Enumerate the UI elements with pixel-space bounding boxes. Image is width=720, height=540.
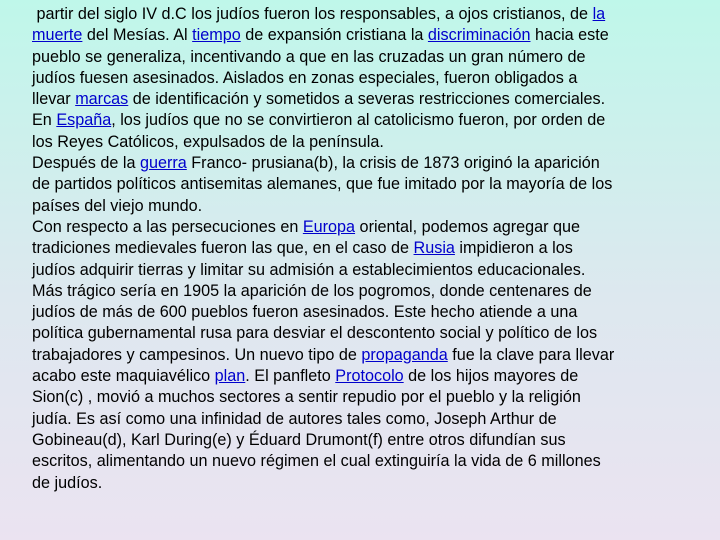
text-line (32, 302, 692, 323)
text-segment: tradiciones medievales fueron las que, en el caso de (32, 239, 414, 258)
text-line (32, 281, 692, 302)
hyperlink[interactable]: Protocolo (335, 367, 404, 386)
text-line (32, 174, 692, 195)
text-line (32, 196, 692, 217)
hyperlink[interactable]: la (592, 5, 606, 23)
text-line (32, 217, 692, 238)
text-segment: Sion(c) , movió a muchos sectores a sentir repudio por el pueblo y la religión (32, 388, 581, 407)
hyperlink[interactable]: plan (214, 367, 246, 386)
text-line (32, 68, 692, 89)
text-line (32, 132, 692, 153)
text-line (32, 387, 692, 408)
text-segment: de identificación y sometidos a severas restricciones comerciales. (128, 90, 606, 109)
text-line (32, 323, 692, 344)
text-segment: política gubernamental rusa para desviar el descontento social y político de los (32, 324, 598, 343)
text-segment: judía. Es así como una infinidad de autores tales como, Joseph Arthur de (32, 409, 557, 428)
text-segment: de judíos. (32, 473, 103, 492)
text-line (32, 4, 692, 25)
text-line (32, 260, 692, 281)
text-segment: Después de la (32, 154, 140, 173)
text-line (32, 430, 692, 451)
text-segment: Gobineau(d), Karl During(e) y Éduard Drumont(f) entre otros difundían sus (32, 430, 566, 449)
text-segment: pueblo se generaliza, incentivando a que en las cruzadas un gran número de (32, 47, 586, 66)
hyperlink[interactable]: España (56, 111, 112, 130)
text-segment: Más trágico sería en 1905 la aparición de los pogromos, donde centenares de (32, 281, 592, 300)
text-segment: hacia este (530, 26, 609, 45)
text-line (32, 451, 692, 472)
hyperlink[interactable]: guerra (140, 154, 187, 173)
text-segment: impidieron a los (454, 239, 573, 258)
hyperlink[interactable]: discriminación (427, 26, 531, 45)
text-segment: llevar (32, 90, 76, 109)
body-text (32, 4, 692, 494)
text-segment: judíos fuesen asesinados. Aislados en zonas especiales, fueron obligados a (32, 68, 578, 87)
text-line (32, 110, 692, 131)
text-segment: judíos de más de 600 pueblos fueron asesinados. Este hecho atiende a una (32, 303, 578, 322)
text-segment: países del viejo mundo. (32, 196, 203, 215)
text-segment: escritos, alimentando un nuevo régimen el cual extinguiría la vida de 6 millones (32, 452, 601, 471)
text-line (32, 25, 692, 46)
hyperlink[interactable]: propaganda (361, 345, 448, 364)
text-line (32, 473, 692, 494)
text-segment: de expansión cristiana la (240, 26, 428, 45)
hyperlink[interactable]: Europa (302, 217, 356, 236)
text-segment: Franco- prusiana(b), la crisis de 1873 originó la aparición (186, 154, 600, 173)
text-line (32, 345, 692, 366)
hyperlink[interactable]: muerte (32, 26, 83, 45)
text-segment: oriental, podemos agregar que (355, 217, 581, 236)
text-segment: partir del siglo IV d.C los judíos fueron los responsables, a ojos cristianos, de (32, 5, 593, 23)
text-segment: trabajadores y campesinos. Un nuevo tipo de (32, 345, 362, 364)
text-segment: judíos adquirir tierras y limitar su admisión a establecimientos educacionales. (32, 260, 586, 279)
text-segment: En (32, 111, 57, 130)
hyperlink[interactable]: marcas (75, 90, 129, 109)
text-segment: Con respecto a las persecuciones en (32, 217, 303, 236)
text-line (32, 153, 692, 174)
text-segment: fue la clave para llevar (447, 345, 615, 364)
text-segment: de los hijos mayores de (403, 367, 579, 386)
text-line (32, 89, 692, 110)
text-line (32, 47, 692, 68)
hyperlink[interactable]: tiempo (192, 26, 241, 45)
text-segment: de partidos políticos antisemitas alemanes, que fue imitado por la mayoría de los (32, 175, 613, 194)
text-line (32, 238, 692, 259)
text-segment: del Mesías. Al (82, 26, 193, 45)
text-line (32, 409, 692, 430)
text-line (32, 366, 692, 387)
text-segment: . El panfleto (245, 367, 336, 386)
hyperlink[interactable]: Rusia (413, 239, 455, 258)
text-segment: acabo este maquiavélico (32, 367, 215, 386)
text-segment: los Reyes Católicos, expulsados de la península. (32, 132, 384, 151)
text-segment: , los judíos que no se convirtieron al catolicismo fueron, por orden de (111, 111, 606, 130)
